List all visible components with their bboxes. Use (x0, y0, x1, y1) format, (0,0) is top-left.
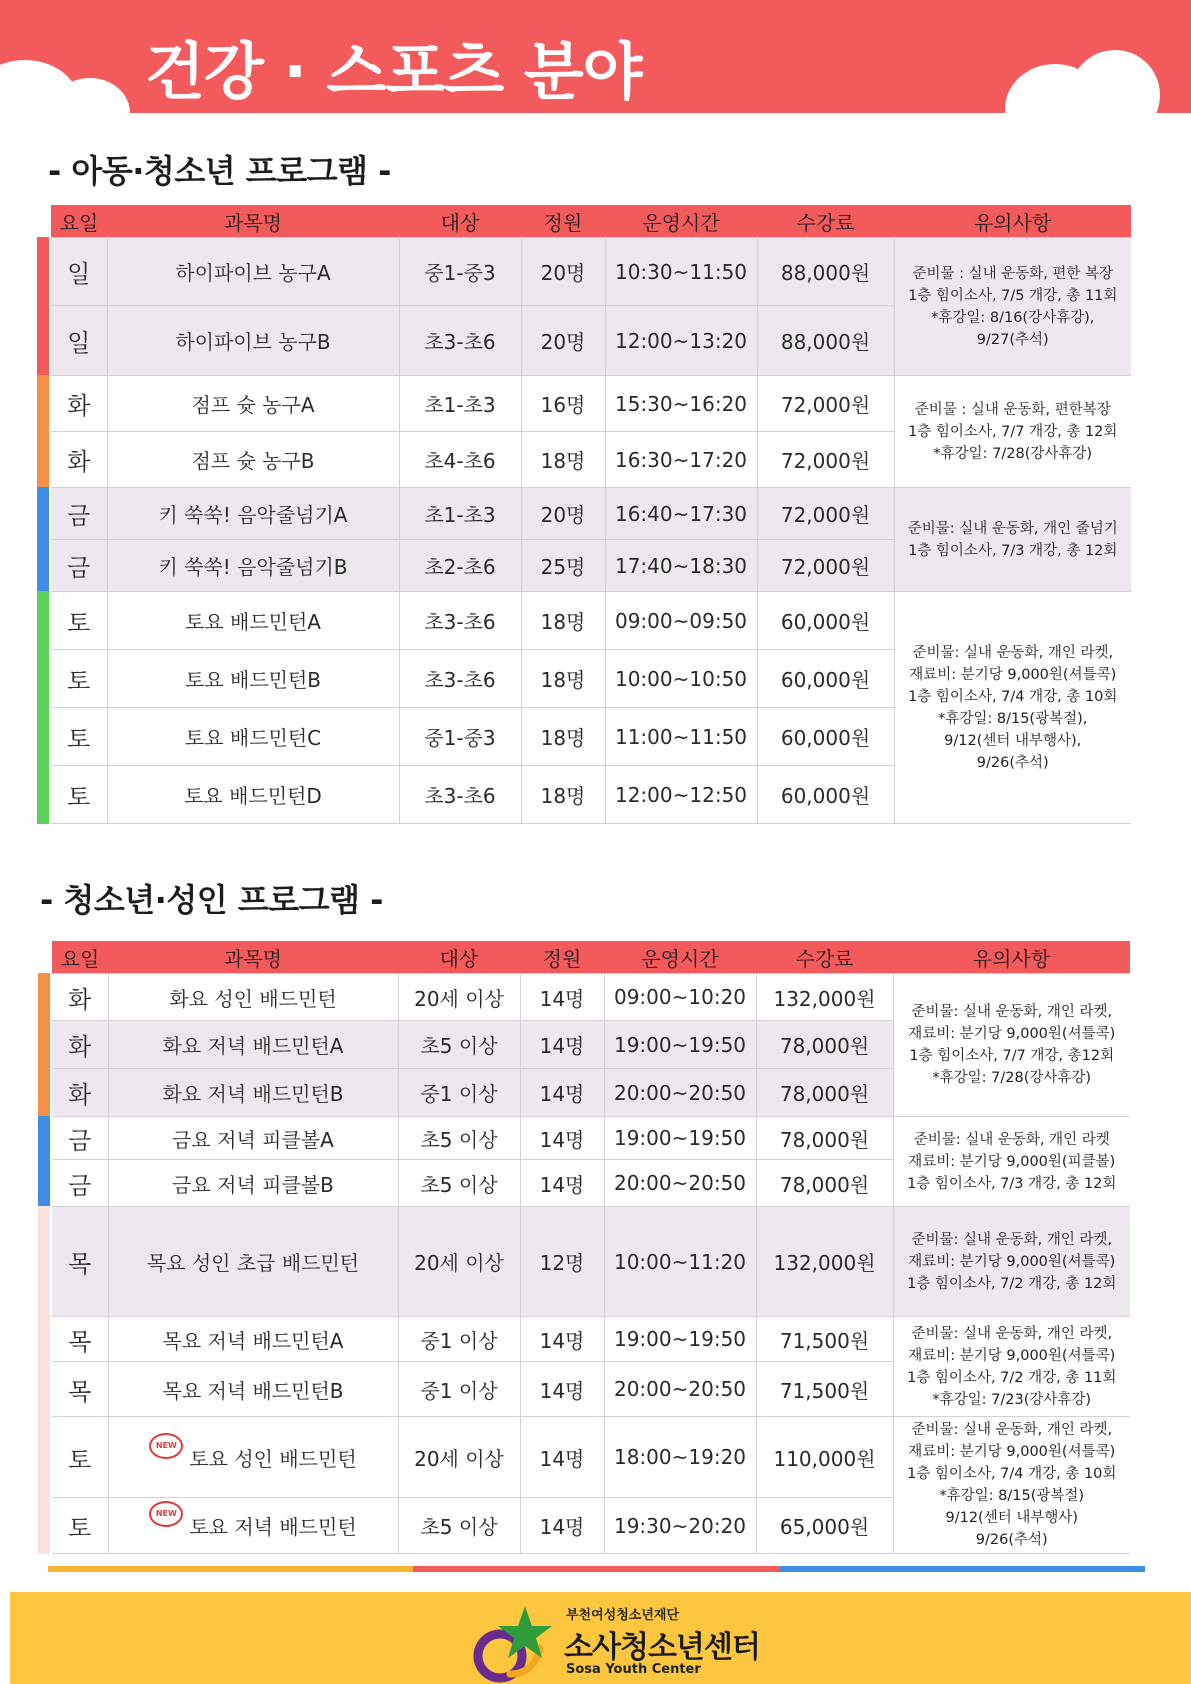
fee: 60,000원 (757, 708, 894, 766)
header-target: 대상 (398, 941, 520, 974)
time: 12:00~12:50 (605, 766, 757, 824)
target: 중1 이상 (398, 1317, 520, 1362)
time: 16:40~17:30 (605, 488, 757, 540)
day-cell: 금 (51, 540, 107, 592)
capacity: 14명 (520, 1362, 604, 1417)
fee: 88,000원 (757, 238, 894, 306)
day-color-bar (38, 1361, 50, 1417)
notes-cell: 준비물: 실내 운동화, 개인 라켓, 재료비: 분기당 9,000원(셔틀콕) 1층 힘이소사, 7/2 개강, 총 11회 *휴강일: 7/23(강사휴강) (893, 1317, 1130, 1417)
day-cell: 토 (52, 1417, 108, 1498)
header-notes: 유의사항 (894, 205, 1131, 238)
time: 19:00~19:50 (604, 1317, 756, 1362)
target: 20세 이상 (398, 974, 520, 1021)
target: 20세 이상 (398, 1207, 520, 1317)
time: 19:00~19:50 (604, 1021, 756, 1069)
capacity: 14명 (520, 1021, 604, 1069)
divider-stripe-yellow (48, 1566, 413, 1572)
fee: 60,000원 (757, 650, 894, 708)
day-cell: 일 (51, 238, 107, 306)
time: 20:00~20:50 (604, 1362, 756, 1417)
target: 20세 이상 (398, 1417, 520, 1498)
fee: 132,000원 (756, 1207, 893, 1317)
day-color-bar (38, 973, 50, 1021)
capacity: 18명 (521, 650, 605, 708)
day-color-bar (38, 1116, 50, 1160)
course-name: 목요 저녁 배드민턴A (108, 1317, 398, 1362)
course-name: 목요 성인 초급 배드민턴 (108, 1207, 398, 1317)
header-banner (0, 0, 1191, 113)
target: 초5 이상 (398, 1498, 520, 1554)
course-name: 키 쑥쑥! 음악줄넘기A (107, 488, 399, 540)
target: 중1-중3 (399, 238, 521, 306)
notes-cell: 준비물: 실내 운동화, 개인 줄넘기 1층 힘이소사, 7/3 개강, 총 12회 (894, 488, 1131, 592)
fee: 72,000원 (757, 540, 894, 592)
day-color-bar (38, 1206, 50, 1317)
header-capacity: 정원 (520, 941, 604, 974)
time: 20:00~20:50 (604, 1069, 756, 1117)
new-badge-icon: NEW (149, 1501, 183, 1527)
course-name: 토요 배드민턴C (107, 708, 399, 766)
fee: 72,000원 (757, 376, 894, 432)
course-name: 토요 배드민턴D (107, 766, 399, 824)
divider-stripe-blue (779, 1566, 1145, 1572)
notes-cell: 준비물: 실내 운동화, 개인 라켓, 재료비: 분기당 9,000원(셔틀콕) 1층 힘이소사, 7/4 개강, 총 10회 *휴강일: 8/15(광복절) 9/12(센터 내부행사) 9/26(추석) (893, 1417, 1130, 1554)
new-badge-icon: NEW (149, 1433, 183, 1459)
day-color-bar (38, 1497, 50, 1554)
time: 19:30~20:20 (604, 1498, 756, 1554)
day-cell: 토 (51, 650, 107, 708)
target: 초3-초6 (399, 592, 521, 650)
course-name: 금요 저녁 피클볼A (108, 1117, 398, 1160)
course-name: 하이파이브 농구B (107, 306, 399, 376)
time: 15:30~16:20 (605, 376, 757, 432)
header-day: 요일 (52, 941, 108, 974)
day-color-bar (38, 1316, 50, 1362)
header-capacity: 정원 (521, 205, 605, 238)
day-color-bar (37, 707, 49, 766)
table-header-row (52, 941, 1130, 974)
target: 초3-초6 (399, 306, 521, 376)
header-target: 대상 (399, 205, 521, 238)
day-cell: 화 (51, 376, 107, 432)
capacity: 14명 (520, 1498, 604, 1554)
course-name: NEW토요 저녁 배드민턴 (108, 1498, 398, 1554)
time: 16:30~17:20 (605, 432, 757, 488)
fee: 78,000원 (756, 1069, 893, 1117)
day-color-bar (37, 591, 49, 650)
target: 초3-초6 (399, 766, 521, 824)
capacity: 14명 (520, 1069, 604, 1117)
table-row (52, 974, 1130, 1021)
course-name: 목요 저녁 배드민턴B (108, 1362, 398, 1417)
capacity: 14명 (520, 974, 604, 1021)
day-color-bar (38, 1416, 50, 1498)
capacity: 14명 (520, 1160, 604, 1207)
day-cell: 금 (52, 1160, 108, 1207)
target: 중1 이상 (398, 1362, 520, 1417)
day-color-bar (37, 539, 49, 592)
children-program-table (51, 205, 1131, 824)
capacity: 16명 (521, 376, 605, 432)
notes-cell: 준비물 : 실내 운동화, 편한 복장 1층 힘이소사, 7/5 개강, 총 11회 *휴강일: 8/16(강사휴강), 9/27(추석) (894, 238, 1131, 376)
fee: 110,000원 (756, 1417, 893, 1498)
course-name: 하이파이브 농구A (107, 238, 399, 306)
target: 중1-중3 (399, 708, 521, 766)
section-title-adult: - 청소년·성인 프로그램 - (40, 881, 383, 919)
header-time: 운영시간 (604, 941, 756, 974)
fee: 60,000원 (757, 592, 894, 650)
day-cell: 화 (52, 1069, 108, 1117)
capacity: 14명 (520, 1317, 604, 1362)
day-color-bar (38, 1159, 50, 1207)
header-notes: 유의사항 (893, 941, 1130, 974)
course-name: 화요 저녁 배드민턴B (108, 1069, 398, 1117)
day-cell: 토 (51, 708, 107, 766)
day-color-bar (38, 1068, 50, 1117)
adult-program-table (52, 941, 1130, 1554)
day-color-bar (37, 237, 49, 306)
course-name: 화요 저녁 배드민턴A (108, 1021, 398, 1069)
day-cell: 목 (52, 1317, 108, 1362)
notes-cell: 준비물: 실내 운동화, 개인 라켓 재료비: 분기당 9,000원(피클볼) 1층 힘이소사, 7/3 개강, 총 12회 (893, 1117, 1130, 1207)
course-name: 토요 배드민턴A (107, 592, 399, 650)
header-fee: 수강료 (757, 205, 894, 238)
capacity: 18명 (521, 708, 605, 766)
notes-cell: 준비물 : 실내 운동화, 편한복장 1층 힘이소사, 7/7 개강, 총 12회 *휴강일: 7/28(강사휴강) (894, 376, 1131, 488)
time: 17:40~18:30 (605, 540, 757, 592)
fee: 72,000원 (757, 432, 894, 488)
fee: 72,000원 (757, 488, 894, 540)
table-row (52, 1207, 1130, 1317)
day-cell: 목 (52, 1362, 108, 1417)
notes-cell: 준비물: 실내 운동화, 개인 라켓, 재료비: 분기당 9,000원(셔틀콕) 1층 힘이소사, 7/4 개강, 총 10회 *휴강일: 8/15(광복절), 9/12(센터 내부행사), 9/26(추석) (894, 592, 1131, 824)
capacity: 20명 (521, 238, 605, 306)
target: 초5 이상 (398, 1021, 520, 1069)
day-color-bar (37, 487, 49, 540)
course-name: 점프 슛 농구B (107, 432, 399, 488)
course-name: 금요 저녁 피클볼B (108, 1160, 398, 1207)
time: 18:00~19:20 (604, 1417, 756, 1498)
header-course: 과목명 (107, 205, 399, 238)
capacity: 14명 (520, 1117, 604, 1160)
day-color-bar (37, 431, 49, 488)
day-cell: 화 (52, 1021, 108, 1069)
course-name: 키 쑥쑥! 음악줄넘기B (107, 540, 399, 592)
capacity: 18명 (521, 766, 605, 824)
target: 초2-초6 (399, 540, 521, 592)
table-row (51, 592, 1131, 650)
day-cell: 일 (51, 306, 107, 376)
course-name: NEW토요 성인 배드민턴 (108, 1417, 398, 1498)
time: 12:00~13:20 (605, 306, 757, 376)
day-color-bar (37, 375, 49, 432)
time: 10:00~10:50 (605, 650, 757, 708)
capacity: 14명 (520, 1417, 604, 1498)
divider-stripe-red (413, 1566, 779, 1572)
section-title-children: - 아동·청소년 프로그램 - (48, 152, 391, 190)
target: 중1 이상 (398, 1069, 520, 1117)
day-color-bar (37, 305, 49, 376)
capacity: 20명 (521, 488, 605, 540)
notes-cell: 준비물: 실내 운동화, 개인 라켓, 재료비: 분기당 9,000원(셔틀콕) 1층 힘이소사, 7/2 개강, 총 12회 (893, 1207, 1130, 1317)
table-row (51, 238, 1131, 306)
table-row (52, 1417, 1130, 1498)
day-cell: 토 (51, 592, 107, 650)
time: 19:00~19:50 (604, 1117, 756, 1160)
time: 09:00~09:50 (605, 592, 757, 650)
time: 09:00~10:20 (604, 974, 756, 1021)
target: 초4-초6 (399, 432, 521, 488)
day-cell: 목 (52, 1207, 108, 1317)
notes-cell: 준비물: 실내 운동화, 개인 라켓, 재료비: 분기당 9,000원(셔틀콕) 1층 힘이소사, 7/7 개강, 총12회 *휴강일: 7/28(강사휴강) (893, 974, 1130, 1117)
fee: 65,000원 (756, 1498, 893, 1554)
fee: 71,500원 (756, 1362, 893, 1417)
day-cell: 토 (51, 766, 107, 824)
header-course: 과목명 (108, 941, 398, 974)
capacity: 25명 (521, 540, 605, 592)
fee: 88,000원 (757, 306, 894, 376)
day-cell: 화 (52, 974, 108, 1021)
day-cell: 화 (51, 432, 107, 488)
fee: 60,000원 (757, 766, 894, 824)
course-name: 토요 배드민턴B (107, 650, 399, 708)
table-header-row (51, 205, 1131, 238)
table-row (51, 488, 1131, 540)
table-row (52, 1117, 1130, 1160)
org-english-name: Sosa Youth Center (566, 1662, 701, 1677)
header-time: 운영시간 (605, 205, 757, 238)
capacity: 12명 (520, 1207, 604, 1317)
capacity: 20명 (521, 306, 605, 376)
fee: 71,500원 (756, 1317, 893, 1362)
target: 초1-초3 (399, 488, 521, 540)
time: 10:30~11:50 (605, 238, 757, 306)
target: 초5 이상 (398, 1117, 520, 1160)
capacity: 18명 (521, 592, 605, 650)
time: 20:00~20:50 (604, 1160, 756, 1207)
day-cell: 토 (52, 1498, 108, 1554)
fee: 132,000원 (756, 974, 893, 1021)
course-name: 화요 성인 배드민턴 (108, 974, 398, 1021)
target: 초3-초6 (399, 650, 521, 708)
table-row (51, 376, 1131, 432)
course-name: 점프 슛 농구A (107, 376, 399, 432)
header-fee: 수강료 (756, 941, 893, 974)
org-parent-name: 부천여성청소년재단 (566, 1608, 680, 1623)
fee: 78,000원 (756, 1021, 893, 1069)
day-color-bar (37, 765, 49, 824)
time: 11:00~11:50 (605, 708, 757, 766)
capacity: 18명 (521, 432, 605, 488)
fee: 78,000원 (756, 1160, 893, 1207)
target: 초5 이상 (398, 1160, 520, 1207)
day-cell: 금 (51, 488, 107, 540)
page-title: 건강 · 스포츠 분야 (145, 35, 642, 108)
day-cell: 금 (52, 1117, 108, 1160)
day-color-bar (37, 649, 49, 708)
time: 10:00~11:20 (604, 1207, 756, 1317)
table-row (52, 1317, 1130, 1362)
day-color-bar (38, 1020, 50, 1069)
fee: 78,000원 (756, 1117, 893, 1160)
header-day: 요일 (51, 205, 107, 238)
org-name: 소사청소년센터 (564, 1630, 760, 1665)
target: 초1-초3 (399, 376, 521, 432)
cloud-decoration-right-2 (1070, 50, 1160, 113)
center-logo-icon (470, 1604, 556, 1684)
